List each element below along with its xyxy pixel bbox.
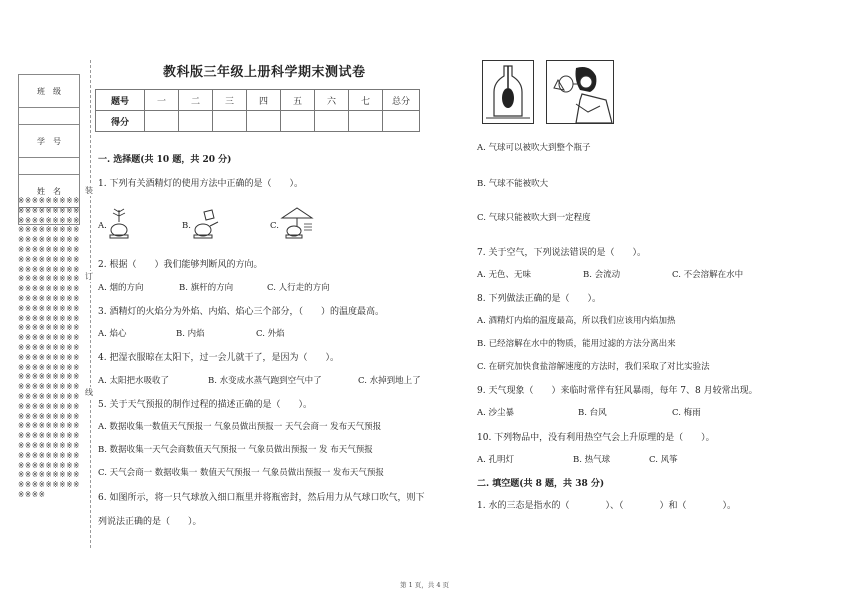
page-title: 教科版三年级上册科学期末测试卷 bbox=[163, 65, 366, 80]
score-header-cell: 一 bbox=[145, 90, 179, 111]
score-cell[interactable] bbox=[145, 111, 179, 132]
lamp-b-icon bbox=[190, 208, 222, 240]
q6-option-b: B. 气球不能被吹大 bbox=[477, 179, 549, 189]
score-header-cell: 五 bbox=[281, 90, 315, 111]
score-cell[interactable] bbox=[281, 111, 315, 132]
q2-option-b: B. 旗杆的方向 bbox=[179, 283, 234, 293]
score-header-cell: 题号 bbox=[96, 90, 145, 111]
student-id-label: 学 号 bbox=[19, 125, 80, 158]
q8-option-b: B. 已经溶解在水中的物质，能用过滤的方法分离出来 bbox=[477, 339, 676, 349]
q9-option-a: A. 沙尘暴 bbox=[477, 408, 515, 418]
fill-question-1: 1. 水的三态是指水的（ ）、（ ）和（ ）。 bbox=[477, 501, 736, 511]
question-9: 9. 天气现象（ ）来临时常伴有狂风暴雨，每年 7、8 月较常出现。 bbox=[477, 386, 758, 396]
q6-option-a: A. 气球可以被吹大到整个瓶子 bbox=[477, 143, 591, 153]
question-8: 8. 下列做法正确的是（ ）。 bbox=[477, 294, 601, 304]
seal-char-line: 线 bbox=[85, 388, 93, 397]
score-header-cell: 总分 bbox=[383, 90, 420, 111]
question-1: 1. 下列有关酒精灯的使用方法中正确的是（ ）。 bbox=[98, 179, 303, 189]
question-7: 7. 关于空气，下列说法错误的是（ ）。 bbox=[477, 248, 646, 258]
score-header-row bbox=[96, 90, 420, 111]
q2-option-c: C. 人行走的方向 bbox=[267, 283, 330, 293]
score-cell[interactable] bbox=[247, 111, 281, 132]
seal-char-order: 订 bbox=[85, 272, 93, 281]
student-id-field[interactable] bbox=[19, 158, 80, 175]
q5-option-c: C. 天气会商一 数据收集一 数值天气预报一 气象员做出预报一 发布天气预报 bbox=[98, 468, 384, 478]
score-cell[interactable] bbox=[179, 111, 213, 132]
binding-pattern: ※※※※※※※※※※※※※※※※※※※※※※※※※※※※※※※※※※※※※※※※※※※※※※※※※※※※※※※※※※※※※※※※※※※※※※※※※※※※※※※※※※※※※※※※※※※※※※※※※※※※※※※※※※※※※※※※※※※※※※※※※※※※※※※※※※※※※※※※※※※※※※※※※※※※※※※※※※※※※※※※※※※※※※※※※※※※※※※※※※※※※※※※※※※※※※※※※※※※※※※※※※※※※※※※※※※※※※※※※※※※※※※※※※※※※※※※※※※※※※※※※※※※※※※※※※※※※※※※※※※※※※※※※※※※※※※※※※ bbox=[18, 196, 80, 499]
question-5: 5. 关于天气预报的制作过程的描述正确的是（ ）。 bbox=[98, 400, 312, 410]
seal-line bbox=[90, 60, 91, 548]
score-header-cell: 三 bbox=[213, 90, 247, 111]
score-header-cell: 七 bbox=[349, 90, 383, 111]
q9-option-c: C. 梅雨 bbox=[672, 408, 701, 418]
seal-char-bind: 装 bbox=[85, 186, 93, 195]
q1-option-c-label: C. bbox=[270, 221, 279, 231]
q1-option-b-label: B. bbox=[182, 221, 191, 231]
score-cell[interactable] bbox=[213, 111, 247, 132]
question-6-line-2: 列说法正确的是（ ）。 bbox=[98, 517, 202, 527]
q9-option-b: B. 台风 bbox=[578, 408, 607, 418]
q5-option-a: A. 数据收集一数值天气预报一 气象员做出预报一 天气会商一 发布天气预报 bbox=[98, 422, 382, 432]
class-label: 班 级 bbox=[19, 75, 80, 108]
q10-option-a: A. 孔明灯 bbox=[477, 455, 515, 465]
question-6-line-1: 6. 如图所示，将一只气球放入细口瓶里并将瓶密封，然后用力从气球口吹气，则下 bbox=[98, 493, 425, 503]
q6-option-c: C. 气球只能被吹大到一定程度 bbox=[477, 213, 591, 223]
q10-option-b: B. 热气球 bbox=[573, 455, 611, 465]
lamp-a-icon bbox=[106, 208, 132, 240]
section-choice-heading: 一. 选择题(共 10 题，共 20 分) bbox=[98, 155, 232, 165]
q7-option-b: B. 会流动 bbox=[583, 270, 621, 280]
q1-option-a-label: A. bbox=[98, 221, 107, 231]
q5-option-b: B. 数据收集一天气会商数值天气预报一 气象员做出预报一 发 布天气预报 bbox=[98, 445, 373, 455]
q3-option-a: A. 焰心 bbox=[98, 329, 127, 339]
name-label: 姓 名 bbox=[19, 175, 80, 208]
score-header-cell: 二 bbox=[179, 90, 213, 111]
question-4: 4. 把湿衣服晾在太阳下，过一会儿就干了，是因为（ ）。 bbox=[98, 353, 339, 363]
q7-option-a: A. 无色、无味 bbox=[477, 270, 532, 280]
child-blowing-figure bbox=[546, 60, 614, 124]
question-2: 2. 根据（ ）我们能够判断风的方向。 bbox=[98, 260, 263, 270]
q10-option-c: C. 风筝 bbox=[649, 455, 678, 465]
score-header-cell: 六 bbox=[315, 90, 349, 111]
q4-option-a: A. 太阳把水吸收了 bbox=[98, 376, 170, 386]
score-row-label: 得分 bbox=[96, 111, 145, 132]
q8-option-a: A. 酒精灯内焰的温度最高，所以我们应该用内焰加热 bbox=[477, 316, 676, 326]
score-cell[interactable] bbox=[315, 111, 349, 132]
q2-option-a: A. 烟的方向 bbox=[98, 283, 144, 293]
class-field[interactable] bbox=[19, 108, 80, 125]
lamp-c-icon bbox=[278, 206, 318, 240]
page-footer: 第 1 页，共 4 页 bbox=[400, 581, 450, 589]
score-table bbox=[95, 89, 420, 132]
question-10: 10. 下列物品中，没有利用热空气会上升原理的是（ ）。 bbox=[477, 433, 715, 443]
q3-option-c: C. 外焰 bbox=[256, 329, 285, 339]
score-value-row bbox=[96, 111, 420, 132]
score-cell[interactable] bbox=[349, 111, 383, 132]
bottle-balloon-figure bbox=[482, 60, 534, 124]
q8-option-c: C. 在研究加快食盐溶解速度的方法时，我们采取了对比实验法 bbox=[477, 362, 710, 372]
score-header-cell: 四 bbox=[247, 90, 281, 111]
q4-option-c: C. 水掉到地上了 bbox=[358, 376, 421, 386]
q4-option-b: B. 水变成水蒸气跑到空气中了 bbox=[208, 376, 322, 386]
question-3: 3. 酒精灯的火焰分为外焰、内焰、焰心三个部分，（ ）的温度最高。 bbox=[98, 307, 384, 317]
section-fill-heading: 二. 填空题(共 8 题，共 38 分) bbox=[477, 479, 605, 489]
q3-option-b: B. 内焰 bbox=[176, 329, 205, 339]
score-cell[interactable] bbox=[383, 111, 420, 132]
q7-option-c: C. 不会溶解在水中 bbox=[672, 270, 744, 280]
